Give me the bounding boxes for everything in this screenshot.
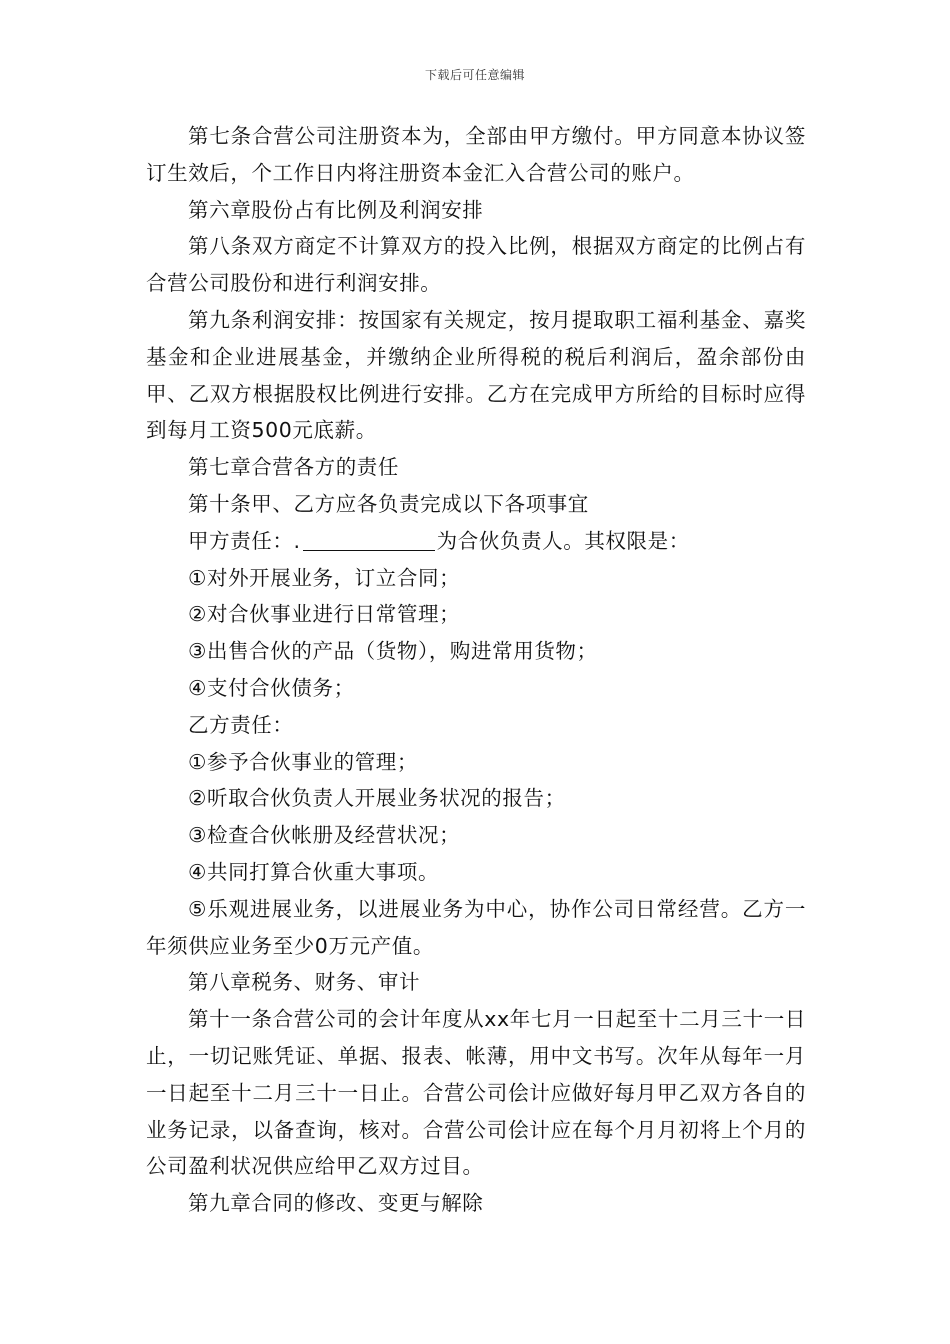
party-b-duties-heading: 乙方责任：: [188, 712, 294, 737]
party-b-item-4: ④共同打算合伙重大事项。: [188, 859, 440, 884]
party-a-item-2: ②对合伙事业进行日常管理；: [188, 602, 461, 627]
party-b-item-3: ③检查合伙帐册及经营状况；: [188, 823, 461, 848]
chapter-8-heading: 第八章税务、财务、审计: [188, 970, 421, 995]
party-b-item-2: ②听取合伙负责人开展业务状况的报告；: [188, 786, 566, 811]
party-a-duties-prefix: 甲方责任：.: [188, 528, 301, 553]
article-10-paragraph: 第十条甲、乙方应各负责完成以下各项事宜: [188, 491, 589, 516]
party-a-item-3: ③出售合伙的产品（货物），购进常用货物；: [188, 639, 598, 664]
fill-in-blank: [303, 530, 435, 551]
party-b-item-5: ⑤乐观进展业务，以进展业务为中心，协作公司日常经营。乙方一年须供应业务至少0万元产值。: [146, 896, 806, 958]
article-11-paragraph: 第十一条合营公司的会计年度从xx年七月一日起至十二月三十一日止，一切记账凭证、单据、报表、帐薄，用中文书写。次年从每年一月一日起至十二月三十一日止。合营公司侩计应做好每月甲乙双方各自的业务记录，以备查询，核对。合营公司侩计应在每个月月初将上个月的公司盈利状况供应给甲乙双方过目。: [146, 1007, 806, 1179]
chapter-7-heading: 第七章合营各方的责任: [188, 455, 399, 480]
page-header: 下载后可任意编辑: [424, 68, 525, 82]
party-a-item-1: ①对外开展业务，订立合同；: [188, 565, 461, 590]
party-a-duties-suffix: 为合伙负责人。其权限是：: [436, 528, 690, 553]
document-body: [146, 118, 806, 1222]
article-9-paragraph: 第九条利润安排：按国家有关规定，按月提取职工福利基金、嘉奖基金和企业进展基金，并缴纳企业所得税的税后利润后，盈余部份由甲、乙双方根据股权比例进行安排。乙方在完成甲方所给的目标时应得到每月工资500元底薪。: [146, 307, 806, 443]
chapter-6-heading: 第六章股份占有比例及利润安排: [188, 197, 484, 222]
party-a-item-4: ④支付合伙债务；: [188, 675, 355, 700]
chapter-9-heading: 第九章合同的修改、变更与解除: [188, 1191, 484, 1216]
article-8-paragraph: 第八条双方商定不计算双方的投入比例，根据双方商定的比例占有合营公司股份和进行利润安排。: [146, 234, 806, 296]
party-a-duties-line: [146, 523, 806, 560]
article-7-paragraph: 第七条合营公司注册资本为，全部由甲方缴付。甲方同意本协议签订生效后，个工作日内将注册资本金汇入合营公司的账户。: [146, 124, 806, 185]
party-b-item-1: ①参予合伙事业的管理；: [188, 749, 418, 774]
